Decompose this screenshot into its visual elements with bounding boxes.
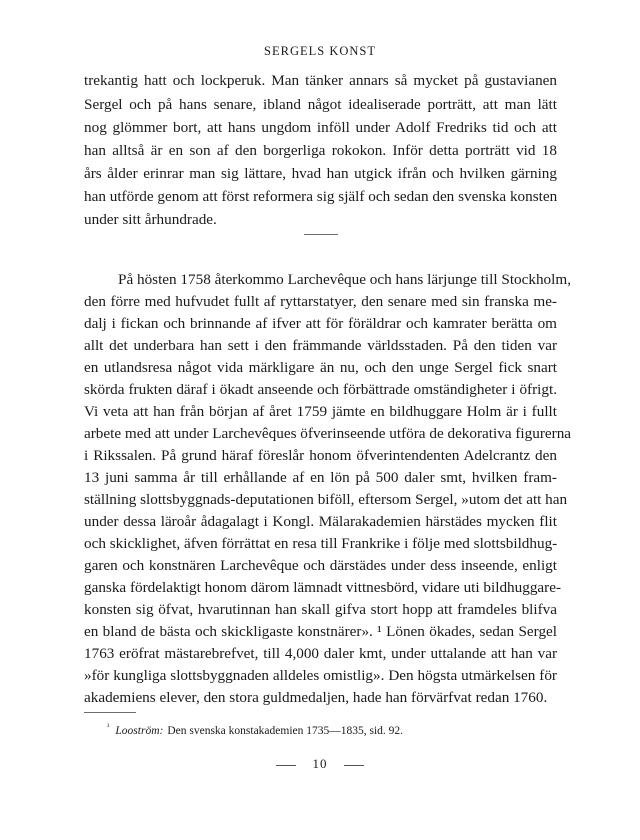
text-line: en utlandsresa något vida märkligare än nu, och den unge Sergel fick snart: [84, 359, 557, 376]
footnote-author: Looström:: [115, 724, 164, 737]
text-line: han alltså är en son af den borgerliga rokokon. Inför detta porträtt vid 18: [84, 142, 557, 159]
page-number-dash-right: [344, 765, 364, 766]
section-divider: [304, 234, 338, 235]
text-line: skörda frukten däraf i ökadt anseende och förbättrade omständigheter i öfrigt.: [84, 381, 557, 398]
text-line: under sitt århundrade.: [84, 211, 217, 228]
text-line: arbete med att under Larchevêques öfverinseende utföra de dekorativa figurerna: [84, 425, 572, 442]
footnote-marker: ¹: [107, 722, 110, 731]
text-line: »för kungliga slottsbyggnaden alldeles omistlig». Den högsta utmärkelsen för: [84, 667, 557, 684]
text-line: allt det underbara han sett i den främmande världsstaden. På den tiden var: [84, 337, 557, 354]
text-line: På hösten 1758 återkommo Larchevêque och hans lärjunge till Stockholm,: [118, 271, 571, 288]
text-line: i Rikssalen. På grund häraf föreslår honom öfverintendenten Adelcrantz den: [84, 447, 557, 464]
text-line: akademiens elever, den stora guldmedaljen, hade han förvärfvat redan 1760.: [84, 689, 548, 706]
text-line: under dessa läroår ådagalagt i Kongl. Mälarakademien härstädes mycken flit: [84, 513, 557, 530]
text-line: Vi veta att han från början af året 1759 jämte en bildhuggare Holm är i fullt: [84, 403, 557, 420]
text-line: 13 juni samma år till erhållande af en lön på 500 daler smt, hvilken fram-: [84, 469, 557, 486]
text-line: ställning slottsbyggnads-deputationen biföll, eftersom Sergel, »utom det att han: [84, 491, 568, 508]
footnote: [107, 722, 403, 737]
text-line: års ålder erinrar man sig lättare, hvad han utgick ifrån och hvilken gärning: [84, 165, 557, 182]
page-number-dash-left: [276, 765, 296, 766]
footnote-text: Den svenska konstakademien 1735—1835, sid. 92.: [167, 724, 404, 737]
text-line: han utförde genom att först reformera sig själf och sedan den svenska konsten: [84, 188, 558, 205]
footnote-rule: [84, 712, 136, 713]
running-head: SERGELS KONST: [264, 44, 376, 58]
text-line: konsten sig öfvat, hvarutinnan han skall gifva stort hopp att framdeles blifva: [84, 601, 557, 618]
text-line: Sergel och på hans senare, ibland något idealiserade porträtt, att man lätt: [84, 96, 557, 113]
text-line: dalj i fickan och brinnande af ifver att för föräldrar och kamrater berätta om: [84, 315, 557, 332]
text-line: och skicklighet, äfven förrättat en resa till Frankrike i följe med slottsbildhug-: [84, 535, 558, 552]
text-line: den förre med hufvudet fullt af ryttarstatyer, den senare med sin franska me-: [84, 293, 557, 310]
text-line: 1763 eröfrat mästarebrefvet, till 4,000 daler kmt, under uttalande att han var: [84, 645, 557, 662]
page-number: 10: [312, 756, 328, 771]
text-line: trekantig hatt och lockperuk. Man tänker annars så mycket på gustavianen: [84, 72, 557, 89]
text-line: ganska fördelaktigt honom därom lämnadt vittnesbörd, vidare uti bildhuggare-: [84, 579, 562, 596]
text-line: en bland de bästa och skickligaste konstnärer». ¹ Lönen ökades, sedan Sergel: [84, 623, 557, 640]
text-line: garen och konstnären Larchevêque och därstädes under dess inseende, enligt: [84, 557, 557, 574]
text-line: nog glömmer bort, att hans ungdom inföll under Adolf Fredriks tid och att: [84, 119, 557, 136]
